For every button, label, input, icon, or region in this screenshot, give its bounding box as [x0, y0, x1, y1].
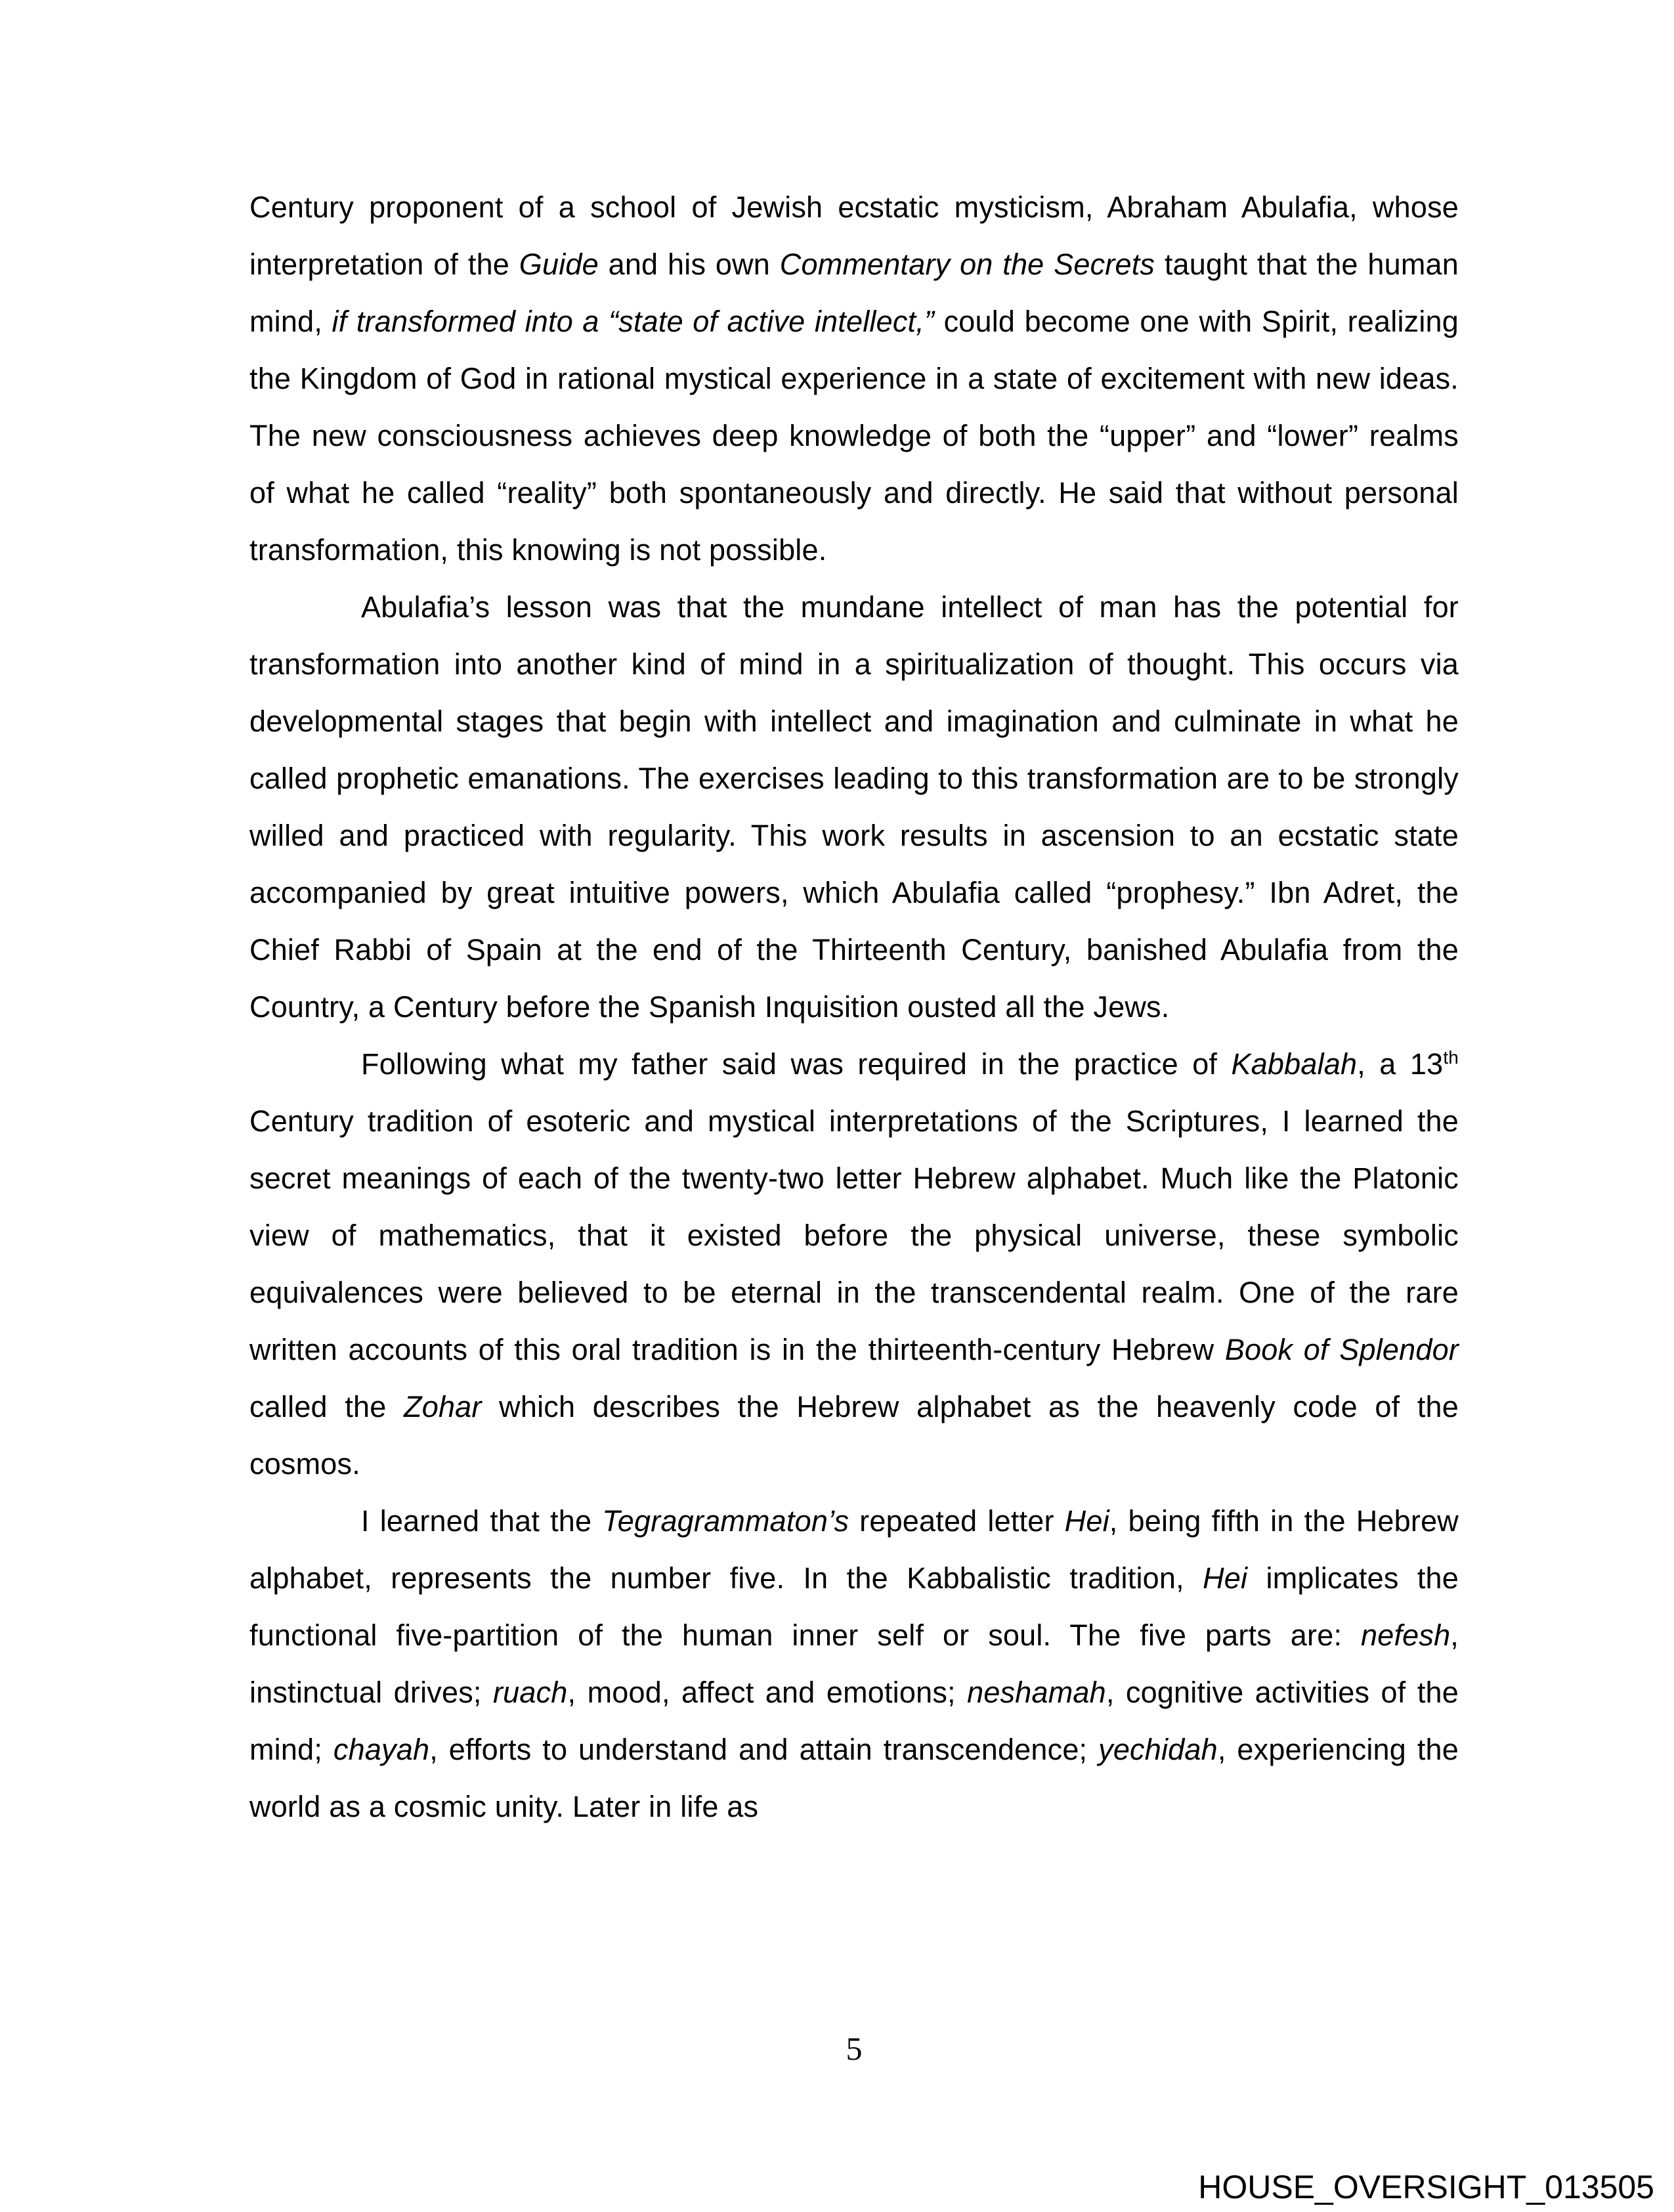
paragraph: Century proponent of a school of Jewish ecstatic mysticism, Abraham Abulafia, whose interpretation of the Guide and his own Commentary on the Secrets taught that the human mind, if transformed into a “state of active intellect,” could become one with Spirit, realizing the Kingdom of God in rational mystical experience in a state of excitement with new ideas. The new consciousness achieves deep knowledge of both the “upper” and “lower” realms of what he called “reality” both spontaneously and directly. He said that without personal transformation, this knowing is not possible. — [249, 190, 1459, 567]
document-body — [249, 179, 1459, 1835]
bates-number: HOUSE_OVERSIGHT_013505 — [1198, 2169, 1654, 2205]
paragraph: Abulafia’s lesson was that the mundane intellect of man has the potential for transformation into another kind of mind in a spiritualization of thought. This occurs via developmental stages that begin with intellect and imagination and culminate in what he called prophetic emanations. The exercises leading to this transformation are to be strongly willed and practiced with regularity. This work results in ascension to an ecstatic state accompanied by great intuitive powers, which Abulafia called “prophesy.” Ibn Adret, the Chief Rabbi of Spain at the end of the Thirteenth Century, banished Abulafia from the Country, a Century before the Spanish Inquisition ousted all the Jews. — [249, 590, 1459, 1024]
page-number: 5 — [846, 2030, 863, 2067]
paragraph: I learned that the Tegragrammaton’s repeated letter Hei, being fifth in the Hebrew alphabet, represents the number five. In the Kabbalistic tradition, Hei implicates the functional five-partition of the human inner self or soul. The five parts are: nefesh, instinctual drives; ruach, mood, affect and emotions; neshamah, cognitive activities of the mind; chayah, efforts to understand and attain transcendence; yechidah, experiencing the world as a cosmic unity. Later in life as — [249, 1504, 1459, 1823]
paragraph: Following what my father said was required in the practice of Kabbalah, a 13th Century tradition of esoteric and mystical interpretations of the Scriptures, I learned the secret meanings of each of the twenty-two letter Hebrew alphabet. Much like the Platonic view of mathematics, that it existed before the physical universe, these symbolic equivalences were believed to be eternal in the transcendental realm. One of the rare written accounts of this oral tradition is in the thirteenth-century Hebrew Book of Splendor called the Zohar which describes the Hebrew alphabet as the heavenly code of the cosmos. — [249, 1047, 1459, 1481]
